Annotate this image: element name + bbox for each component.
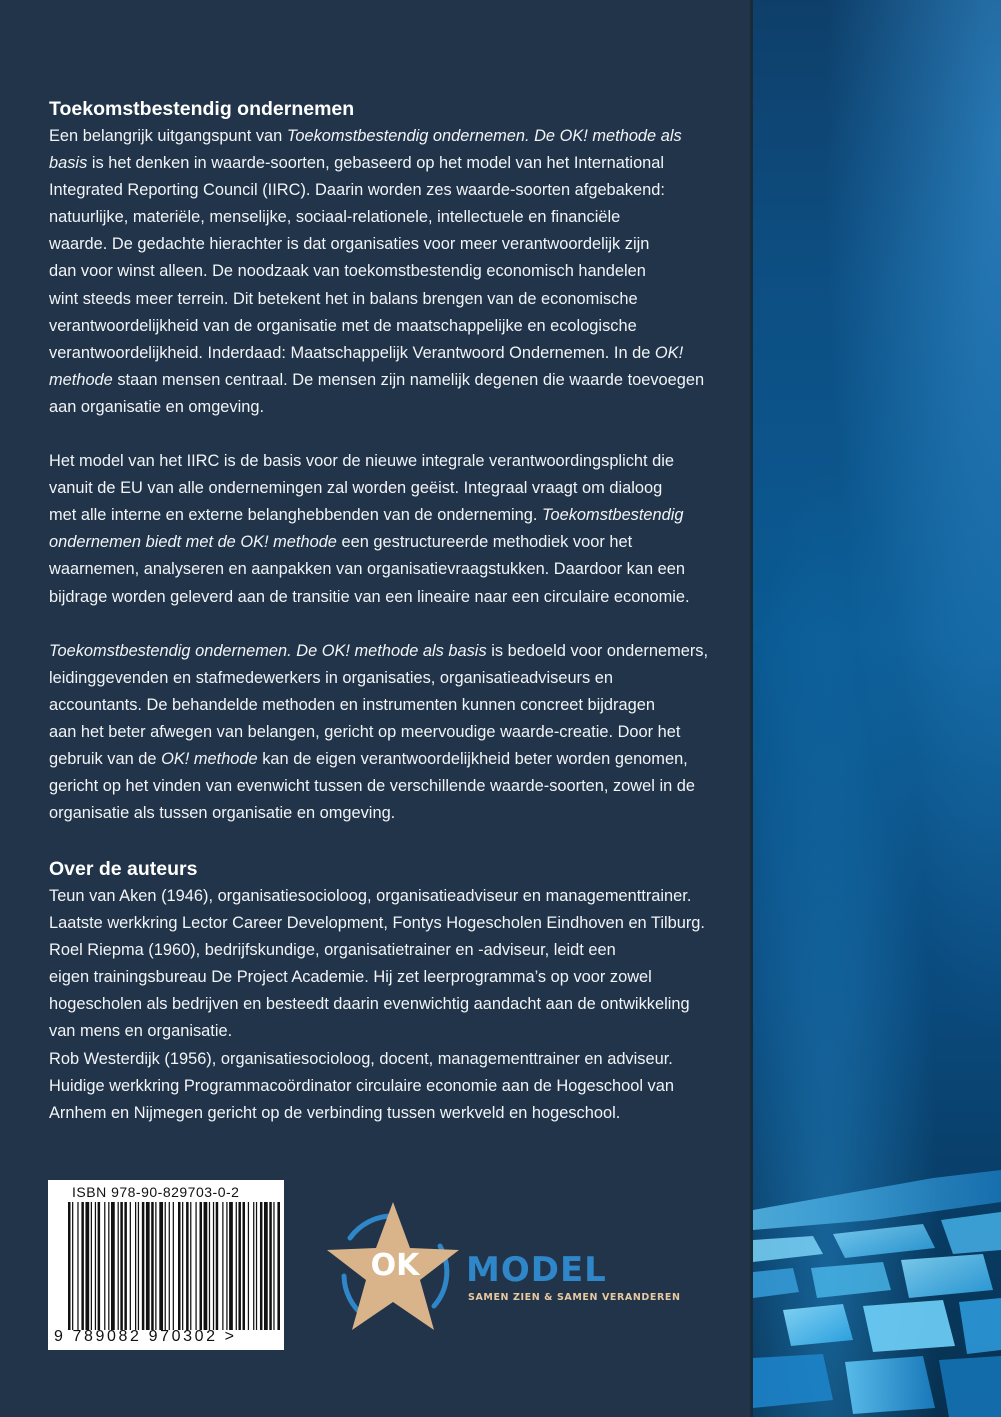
section-heading-toekomstbestendig: Toekomstbestendig ondernemen	[49, 98, 355, 120]
logo-tagline: SAMEN ZIEN & SAMEN VERANDEREN	[468, 1292, 681, 1303]
text-run: staan mensen centraal. De mensen zijn namelijk degenen die waarde toevoegen	[112, 370, 705, 389]
section-heading-auteurs: Over de auteurs	[49, 858, 198, 880]
author-line: Rob Westerdijk (1956), organisatiesocioloog, docent, managementtrainer en adviseur.	[49, 1049, 673, 1068]
text-run: kan de eigen verantwoordelijkheid beter worden genomen,	[257, 749, 688, 768]
paragraph-2	[49, 448, 729, 611]
text-run: gebruik van de	[49, 749, 162, 768]
author-line: Roel Riepma (1960), bedrijfskundige, organisatietrainer en -adviseur, leidt een	[49, 941, 616, 960]
decorative-side-panel	[753, 0, 1001, 1417]
paragraph-2-line	[49, 529, 729, 556]
paragraph-1-line: natuurlijke, materiële, menselijke, sociaal-relationele, intellectuele en financiële	[49, 208, 621, 227]
method-name-italic: methode	[49, 370, 113, 389]
paragraph-1-line	[49, 150, 729, 177]
section-toekomstbestendig	[49, 96, 729, 827]
glass-tiles-illustration	[753, 1150, 1001, 1417]
book-title-italic: Toekomstbestendig	[542, 506, 684, 525]
text-run: Een belangrijk uitgangspunt van	[49, 127, 287, 145]
author-line: Arnhem en Nijmegen gericht op de verbinding tussen werkveld en hogeschool.	[49, 1103, 621, 1122]
method-name-italic: OK! methode	[161, 749, 258, 768]
paragraph-1-line: verantwoordelijkheid van de organisatie met de maatschappelijke en ecologische	[49, 316, 637, 335]
barcode-bars	[66, 1202, 280, 1330]
book-title-italic: ondernemen biedt met de OK! methode	[49, 533, 337, 552]
paragraph-1-line	[49, 123, 729, 150]
method-name-italic: OK!	[654, 343, 684, 362]
paragraph-3-line: leidinggevenden en stafmedewerkers in organisaties, organisatieadviseurs en	[49, 668, 613, 687]
paragraph-3-line: organisatie als tussen organisatie en omgeving.	[49, 804, 396, 823]
logo-ok-text: OK	[370, 1248, 420, 1283]
author-line: Teun van Aken (1946), organisatiesocioloog, organisatieadviseur en managementtrainer.	[49, 887, 692, 905]
paragraph-1-line: dan voor winst alleen. De noodzaak van toekomstbestendig economisch handelen	[49, 262, 646, 281]
paragraph-2-line: waarnemen, analyseren en aanpakken van organisatievraagstukken. Daardoor kan een	[49, 560, 686, 579]
text-run: een gestructureerde methodiek voor het	[336, 533, 633, 552]
book-title-italic: basis	[49, 154, 88, 173]
paragraph-3-line: aan het beter afwegen van belangen, gericht op meervoudige waarde-creatie. Door het	[49, 722, 681, 741]
paragraph-1-line: wint steeds meer terrein. Dit betekent het in balans brengen van de economische	[49, 289, 638, 308]
paragraph-1-line: aan organisatie en omgeving.	[49, 397, 265, 416]
authors-paragraph	[49, 883, 729, 1127]
paragraph-2-line	[49, 502, 729, 529]
barcode-digits: 9 789082 970302 >	[54, 1328, 237, 1345]
paragraph-1	[49, 123, 729, 421]
paragraph-1-line	[49, 367, 729, 394]
author-line: eigen trainingsbureau De Project Academie. Hij zet leerprogramma’s op voor zowel	[49, 968, 652, 987]
book-title-italic: Toekomstbestendig ondernemen. De OK! methode als basis	[49, 641, 487, 660]
paragraph-3-line	[49, 746, 729, 773]
author-line: Laatste werkkring Lector Career Development, Fontys Hogescholen Eindhoven en Tilburg.	[49, 914, 705, 933]
paragraph-2-line: bijdrage worden geleverd aan de transitie van een lineaire naar een circulaire economie.	[49, 587, 690, 606]
book-title-italic: Toekomstbestendig ondernemen. De OK! methode als	[286, 127, 682, 145]
paragraph-3	[49, 638, 729, 828]
text-run: verantwoordelijkheid. Inderdaad: Maatschappelijk Verantwoord Ondernemen. In de	[49, 343, 655, 362]
paragraph-2-line: vanuit de EU van alle ondernemingen zal worden geëist. Integraal vraagt om dialoog	[49, 479, 663, 498]
author-line: hogescholen als bedrijven en besteedt daarin evenwichtig aandacht aan de ontwikkeling	[49, 995, 690, 1014]
paragraph-1-line: waarde. De gedachte hierachter is dat organisaties voor meer verantwoordelijk zijn	[49, 235, 650, 254]
paragraph-3-line	[49, 638, 729, 665]
paragraph-1-line	[49, 340, 729, 367]
paragraph-2-line: Het model van het IIRC is de basis voor de nieuwe integrale verantwoordingsplicht die	[49, 452, 675, 471]
logo-model-text: MODEL	[466, 1250, 607, 1290]
text-run: met alle interne en externe belanghebbenden van de onderneming.	[49, 506, 542, 525]
isbn-label: ISBN 978-90-829703-0-2	[72, 1184, 240, 1200]
paragraph-3-line: gericht op het vinden van evenwicht tussen de verschillende waarde-soorten, zowel in de	[49, 777, 695, 796]
author-line: van mens en organisatie.	[49, 1022, 233, 1041]
author-line: Huidige werkkring Programmacoördinator circulaire economie aan de Hogeschool van	[49, 1076, 674, 1095]
isbn-barcode	[48, 1180, 284, 1350]
text-run: is het denken in waarde-soorten, gebaseerd op het model van het International	[87, 154, 665, 173]
paragraph-1-line: Integrated Reporting Council (IIRC). Daarin worden zes waarde-soorten afgebakend:	[49, 181, 665, 200]
text-run: is bedoeld voor ondernemers,	[486, 641, 709, 660]
paragraph-3-line: accountants. De behandelde methoden en instrumenten kunnen concreet bijdragen	[49, 695, 655, 714]
section-auteurs	[49, 856, 729, 1127]
ok-model-logo	[322, 1198, 702, 1338]
